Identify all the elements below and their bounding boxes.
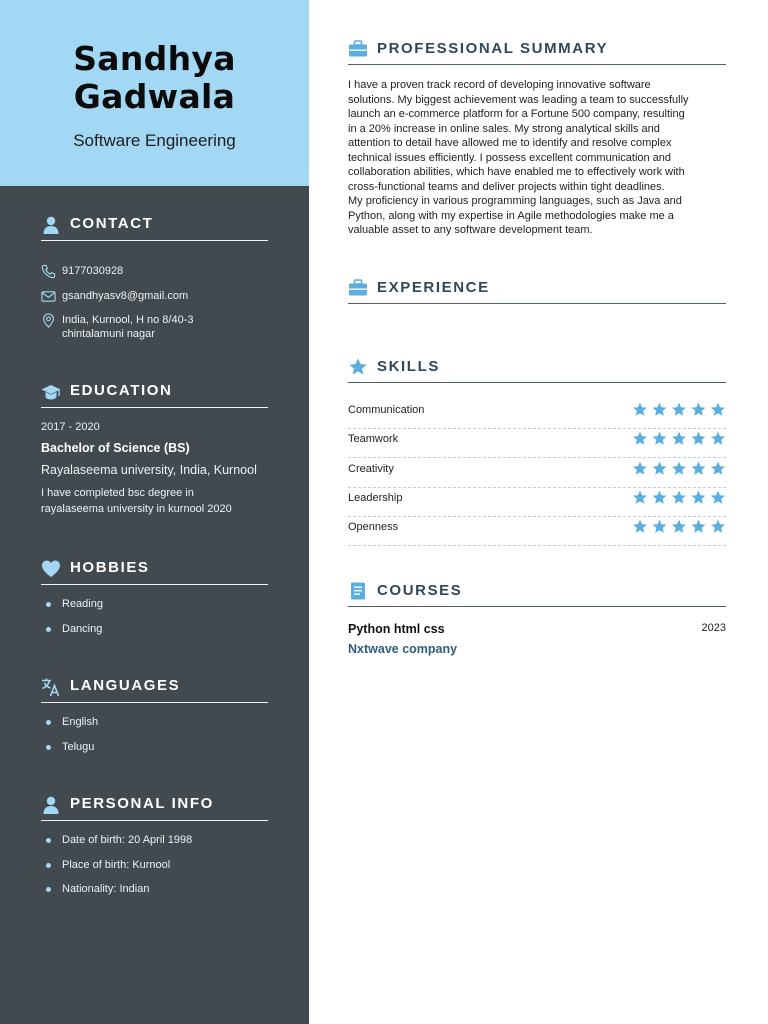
star-icon	[633, 461, 647, 474]
skill-name: Creativity	[348, 462, 394, 475]
course-year: 2023	[701, 622, 726, 634]
hobbies-heading: HOBBIES	[41, 559, 268, 585]
star-icon	[653, 403, 667, 416]
envelope-icon	[41, 289, 56, 304]
experience-heading: EXPERIENCE	[348, 279, 726, 304]
star-icon	[633, 520, 647, 533]
skill-rating	[632, 490, 726, 506]
star-icon	[672, 520, 686, 533]
skill-rating	[632, 402, 726, 418]
star-icon	[692, 403, 706, 416]
star-icon	[672, 490, 686, 503]
education-school: Rayalaseema university, India, Kurnool	[41, 463, 257, 477]
graduation-cap-icon	[41, 382, 61, 402]
person-icon	[41, 215, 61, 235]
star-icon	[692, 432, 706, 445]
skills-heading: SKILLS	[348, 358, 726, 383]
briefcase-icon	[348, 279, 368, 297]
book-icon	[348, 582, 368, 600]
skill-row	[348, 517, 726, 546]
candidate-name: Sandhya Gadwala	[73, 39, 236, 116]
bullet-dot	[46, 838, 51, 843]
bullet-dot	[46, 863, 51, 868]
skill-row	[348, 429, 726, 458]
star-icon	[672, 461, 686, 474]
star-icon	[692, 461, 706, 474]
star-icon	[711, 432, 725, 445]
bullet-dot	[46, 720, 51, 725]
translate-icon	[41, 677, 61, 697]
star-icon	[633, 490, 647, 503]
bullet-dot	[46, 602, 51, 607]
star-icon	[653, 461, 667, 474]
star-icon	[692, 520, 706, 533]
education-description: I have completed bsc degree in rayalaseema university in kurnool 2020	[41, 487, 232, 515]
star-icon	[711, 403, 725, 416]
star-icon	[711, 490, 725, 503]
skill-name: Leadership	[348, 491, 403, 504]
location-pin-icon	[41, 313, 56, 328]
star-icon	[653, 432, 667, 445]
skill-name: Teamwork	[348, 433, 399, 446]
candidate-role: Software Engineering	[73, 131, 236, 150]
skill-rating	[632, 461, 726, 477]
course-provider: Nxtwave company	[348, 642, 458, 656]
star-icon	[653, 490, 667, 503]
star-icon	[633, 403, 647, 416]
star-icon	[348, 358, 368, 376]
skill-row	[348, 400, 726, 429]
star-icon	[653, 520, 667, 533]
star-icon	[672, 432, 686, 445]
contact-heading: CONTACT	[41, 215, 268, 241]
education-degree: Bachelor of Science (BS)	[41, 441, 190, 455]
sidebar: Sandhya Gadwala Software Engineering CONTACT 9177030928 gsandhyasv8@gmail.com India, Kurnool, H no 8/40-3 chintalamuni nagar EDUCATION 2017 - 2020 Bachelor of Science (BS) Rayalaseema university, India, Kurnool I have completed bsc degree in rayalaseema university in kurnool 2020 HOBBIES Reading Dancing LANGUAGES English Telugu PERSONAL INFO Date of birth: 20 April 1998 Place of birth: Kurnool Nationality: Indian	[0, 0, 309, 1024]
bullet-dot	[46, 745, 51, 750]
education-years: 2017 - 2020	[41, 421, 100, 433]
summary-heading: PROFESSIONAL SUMMARY	[348, 40, 726, 65]
courses-heading: COURSES	[348, 582, 726, 607]
phone-icon	[41, 264, 56, 279]
skill-name: Openness	[348, 521, 399, 534]
skill-rating	[632, 431, 726, 447]
briefcase-icon	[348, 40, 368, 58]
course-name: Python html css	[348, 622, 445, 636]
star-icon	[692, 490, 706, 503]
person-icon	[41, 795, 61, 815]
skill-row	[348, 459, 726, 488]
bullet-dot	[46, 627, 51, 632]
bullet-dot	[46, 887, 51, 892]
heart-icon	[41, 559, 61, 579]
summary-text: I have a proven track record of developing innovative software solutions. My biggest achievement was leading a team to successfully launch an e-commerce platform for a Fortune 500 company, resulting in a 20% increase in online sales. My strong analytical skills and attention to detail have allowed me to identify and resolve complex technical issues efficiently. I possess excellent communication and collaboration abilities, which have enabled me to effectively work with cross-functional teams and deliver projects within tight deadlines. My proficiency in various programming languages, such as Java and Python, along with my expertise in Agile methodologies make me a valuable asset to any software development team.	[348, 79, 689, 236]
star-icon	[672, 403, 686, 416]
star-icon	[633, 432, 647, 445]
personal-info-heading: PERSONAL INFO	[41, 795, 268, 821]
name-block	[0, 0, 309, 186]
star-icon	[711, 461, 725, 474]
star-icon	[711, 520, 725, 533]
education-heading: EDUCATION	[41, 382, 268, 408]
skill-row	[348, 488, 726, 517]
skill-name: Communication	[348, 404, 425, 416]
skill-rating	[632, 519, 726, 535]
languages-heading: LANGUAGES	[41, 677, 268, 703]
